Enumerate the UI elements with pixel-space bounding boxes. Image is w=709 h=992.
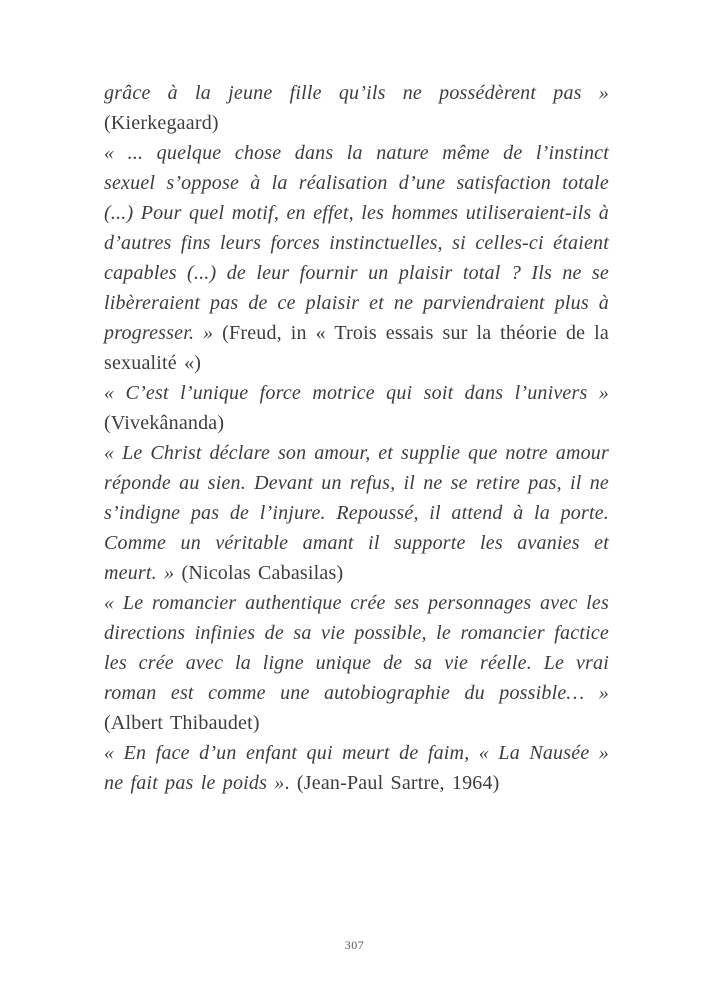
quote-paragraph-6 — [104, 738, 609, 798]
quote-text: « En face d’un enfant qui meurt de faim, « La Nausée » ne fait pas le poids » — [104, 742, 609, 794]
quote-text: « Le romancier authentique crée ses personnages avec les directions infinies de sa vie possible, le romancier factice les crée avec la ligne unique de sa vie réelle. Le vrai roman est comme une autobiographie du possible… » — [104, 592, 609, 704]
page-number: 307 — [344, 938, 365, 952]
quote-paragraph-3 — [104, 378, 609, 438]
quote-paragraph-2 — [104, 138, 609, 378]
attribution-text: (Freud, in « Trois essais sur la théorie de la sexualité «) — [104, 322, 609, 374]
quote-paragraph-1 — [104, 78, 609, 138]
attribution-text: (Kierkegaard) — [104, 112, 219, 134]
attribution-text: . (Jean-Paul Sartre, 1964) — [284, 772, 500, 794]
quote-text: grâce à la jeune fille qu’ils ne possédèrent pas » — [104, 82, 609, 104]
attribution-text: (Nicolas Cabasilas) — [181, 562, 344, 584]
quotes-text-block — [104, 78, 609, 798]
quote-paragraph-5 — [104, 588, 609, 738]
quote-paragraph-4 — [104, 438, 609, 588]
attribution-text: (Vivekânanda) — [104, 412, 225, 434]
attribution-text: (Albert Thibaudet) — [104, 712, 260, 734]
quote-text: « C’est l’unique force motrice qui soit dans l’univers » — [104, 382, 609, 404]
quote-text: « Le Christ déclare son amour, et supplie que notre amour réponde au sien. Devant un refus, il ne se retire pas, il ne s’indigne pas de l’injure. Repoussé, il attend à la porte. Comme un véritable amant il supporte les avanies et meurt. » — [104, 442, 609, 584]
quote-text: « ... quelque chose dans la nature même de l’instinct sexuel s’oppose à la réalisation d’une satisfaction totale (...) Pour quel motif, en effet, les hommes utiliseraient-ils à d’autres fins leurs forces instinctuelles, si celles-ci étaient capables (...) de leur fournir un plaisir total ? Ils ne se libèreraient pas de ce plaisir et ne parviendraient plus à progresser. » — [104, 142, 609, 344]
